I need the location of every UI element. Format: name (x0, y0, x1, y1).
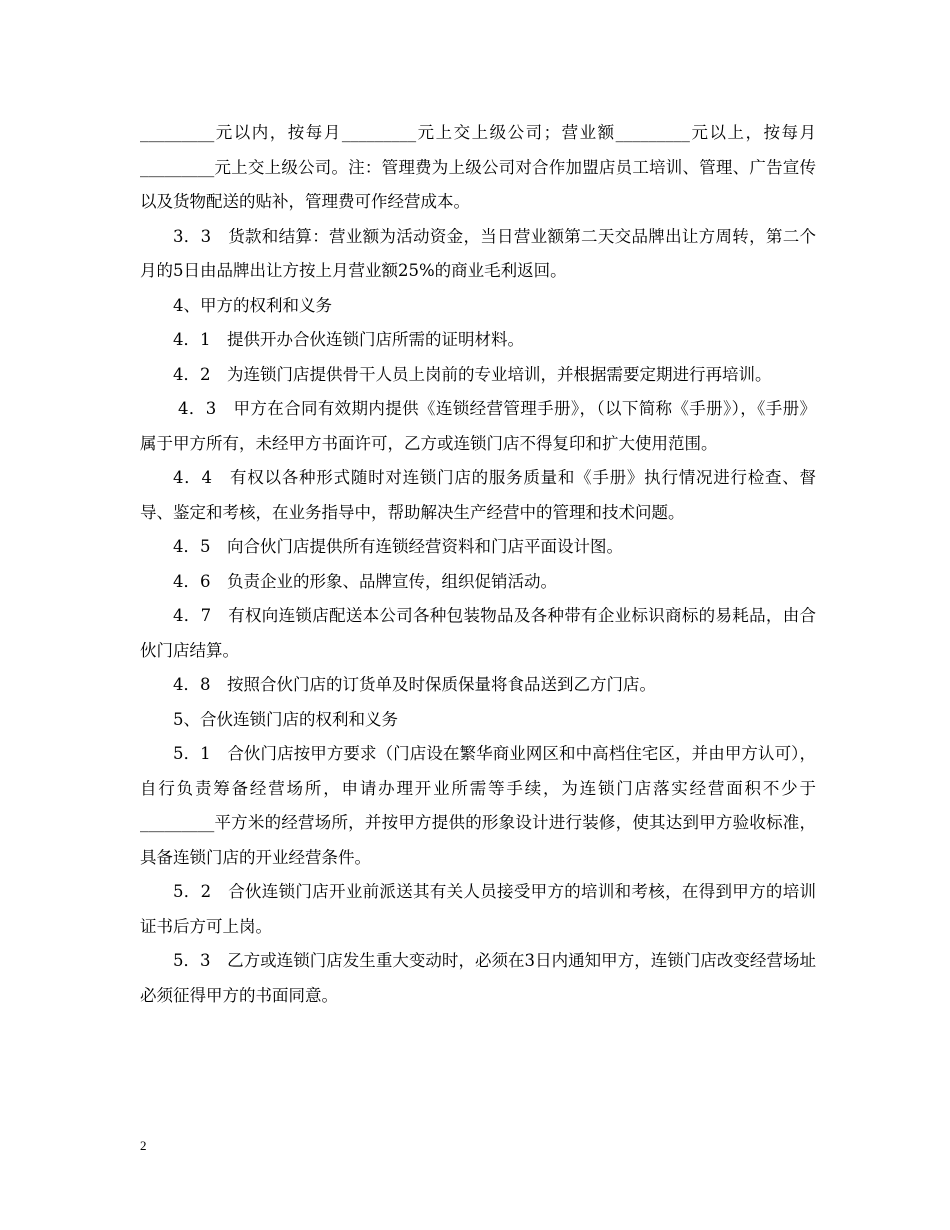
section-heading-5: 5、合伙连锁门店的权利和义务 (173, 709, 398, 729)
document-body (140, 116, 816, 1013)
paragraph-4-7: 4．7 有权向连锁店配送本公司各种包装物品及各种带有企业标识商标的易耗品，由合伙门店结算。 (140, 606, 816, 660)
section-heading-4: 4、甲方的权利和义务 (173, 295, 332, 315)
paragraph-4-4: 4．4 有权以各种形式随时对连锁门店的服务质量和《手册》执行情况进行检查、督导、鉴定和考核，在业务指导中，帮助解决生产经营中的管理和技术问题。 (140, 468, 816, 522)
paragraph-4-5: 4．5 向合伙门店提供所有连锁经营资料和门店平面设计图。 (173, 537, 623, 556)
paragraph-4-3: 4．3 甲方在合同有效期内提供《连锁经营管理手册》，（以下简称《手册》），《手册》属于甲方所有，未经甲方书面许可，乙方或连锁门店不得复印和扩大使用范围。 (140, 399, 816, 453)
paragraph-4-6: 4．6 负责企业的形象、品牌宣传，组织促销活动。 (173, 571, 557, 591)
paragraph-4-2: 4．2 为连锁门店提供骨干人员上岗前的专业培训，并根据需要定期进行再培训。 (173, 364, 772, 384)
paragraph-fee-terms: _________元以内，按每月_________元上交上级公司；营业额_________元以上，按每月_________元上交上级公司。注：管理费为上级公司对合作加盟店员工培训、管理、广告宣传以及货物配送的贴补，管理费可作经营成本。 (140, 123, 816, 211)
paragraph-4-8: 4．8 按照合伙门店的订货单及时保质保量将食品送到乙方门店。 (173, 675, 656, 694)
page-number: 2 (140, 1138, 147, 1153)
paragraph-5-2: 5．2 合伙连锁门店开业前派送其有关人员接受甲方的培训和考核，在得到甲方的培训证书后方可上岗。 (140, 882, 816, 936)
paragraph-3-3: 3．3 货款和结算：营业额为活动资金，当日营业额第二天交品牌出让方周转，第二个月的5日由品牌出让方按上月营业额25%的商业毛利返回。 (140, 226, 816, 280)
paragraph-5-1: 5．1 合伙门店按甲方要求（门店设在繁华商业网区和中高档住宅区，并由甲方认可），自行负责筹备经营场所，申请办理开业所需等手续，为连锁门店落实经营面积不少于_________平方米的经营场所，并按甲方提供的形象设计进行装修，使其达到甲方验收标准，具备连锁门店的开业经营条件。 (140, 744, 816, 867)
paragraph-5-3: 5．3 乙方或连锁门店发生重大变动时，必须在3日内通知甲方，连锁门店改变经营场址必须征得甲方的书面同意。 (140, 951, 816, 1005)
paragraph-4-1: 4．1 提供开办合伙连锁门店所需的证明材料。 (173, 330, 524, 349)
